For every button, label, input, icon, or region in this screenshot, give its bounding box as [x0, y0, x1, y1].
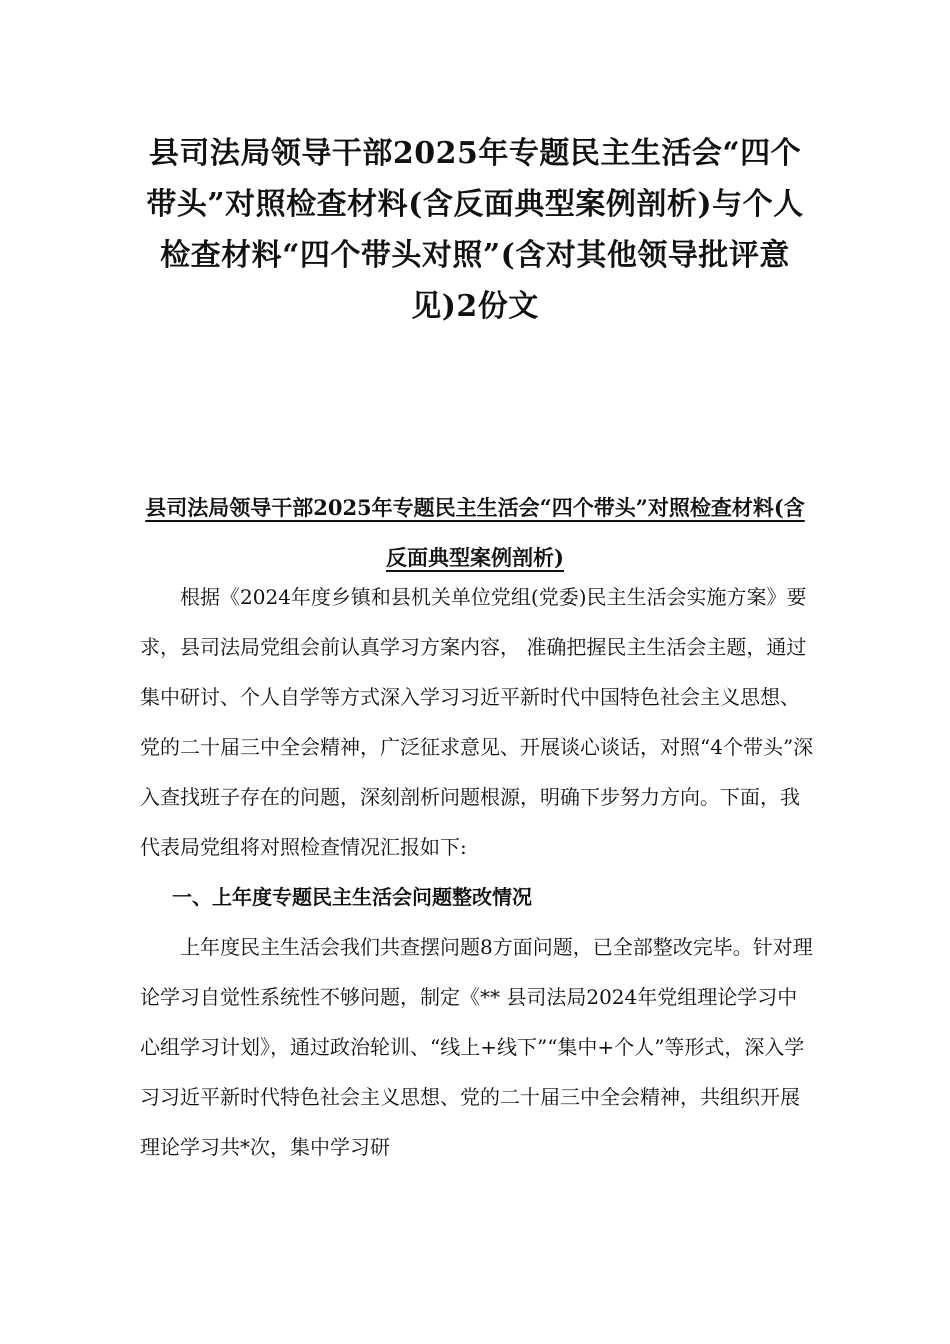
document-body — [140, 572, 815, 1172]
paragraph-2: 上年度民主生活会我们共查摆问题8方面问题，已全部整改完毕。针对理论学习自觉性系统性不够问题，制定《** 县司法局2024年党组理论学习中心组学习计划》，通过政治轮训、“线上+线下”“集中+个人”等形式，深入学习习近平新时代特色社会主义思想、党的二十届三中全会精神，共组织开展理论学习共*次，集中学习研 — [140, 935, 813, 1159]
intro-paragraph: 根据《2024年度乡镇和县机关单位党组(党委)民主生活会实施方案》要求，县司法局党组会前认真学习方案内容， 准确把握民主生活会主题，通过集中研讨、个人自学等方式深入学习习近平新时代中国特色社会主义思想、党的二十届三中全会精神，广泛征求意见、开展谈心谈话，对照“4个带头”深入查找班子存在的问题，深刻剖析问题根源，明确下步努力方向。下面，我代表局党组将对照检查情况汇报如下: — [140, 585, 814, 859]
section-title: 县司法局领导干部2025年专题民主生活会“四个带头”对照检查材料(含反面典型案例剖析) — [145, 495, 805, 570]
document-main-title: 县司法局领导干部2025年专题民主生活会“四个带头”对照检查材料(含反面典型案例剖析)与个人检查材料“四个带头对照”(含对其他领导批评意见)2份文 — [146, 136, 804, 324]
heading-1: 一、上年度专题民主生活会问题整改情况 — [172, 885, 532, 909]
